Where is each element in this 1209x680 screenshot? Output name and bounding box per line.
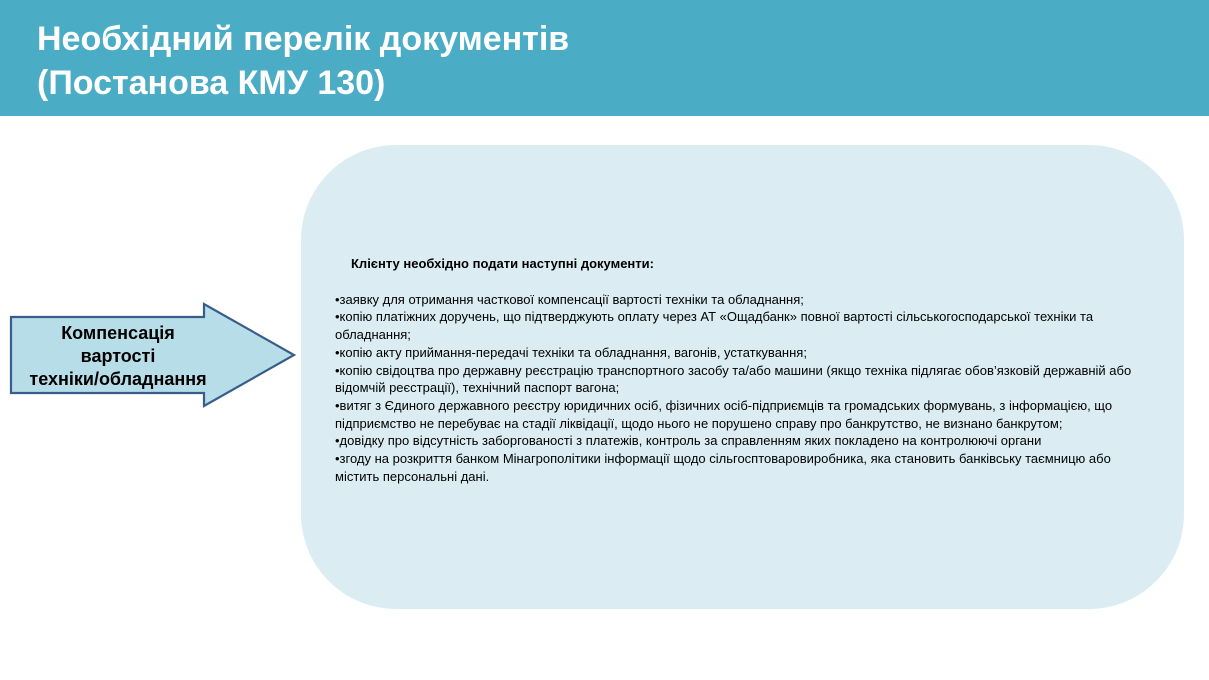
document-item-acceptance-act: •копію акту приймання-передачі техніки та обладнання, вагонів, устаткування; (335, 344, 807, 360)
document-item-application: •заявку для отримання часткової компенсації вартості техніки та обладнання; (335, 291, 804, 307)
arrow-label-line-3: техніки/обладнання (29, 369, 207, 389)
documents-intro: Клієнту необхідно подати наступні документи: (351, 256, 654, 271)
arrow-label-line-1: Компенсація (61, 323, 175, 343)
page-title (37, 17, 569, 105)
page-title-line-1: Необхідний перелік документів (37, 20, 570, 58)
document-item-disclosure-consent: •згоду на розкриття банком Мінагрополітики інформації щодо сільгосптоваровиробника, яка становить банківську таємницю або містить персональні дані. (335, 451, 1111, 484)
documents-list (335, 291, 1150, 486)
document-item-payment-orders: •копію платіжних доручень, що підтверджують оплату через АТ «Ощадбанк» повної вартості сільськогосподарської техніки та обладнання; (335, 309, 1094, 343)
page-title-line-2: (Постанова КМУ 130) (37, 64, 386, 102)
arrow-label-line-2: вартості (80, 346, 156, 366)
documents-panel-content (335, 255, 1150, 485)
document-item-register-extract: •витяг з Єдиного державного реєстру юридичних осіб, фізичних осіб-підприємців та громадських формувань, з інформацією, що підприємство не перебуває на стадії ліквідації, щодо нього не порушено справу про банкрутство, не визнано банкрутом; (335, 397, 1113, 431)
arrow-label (12, 322, 224, 391)
document-item-registration-certificate: •копію свідоцтва про державну реєстрацію транспортного засобу та/або машини (якщо техніка підлягає обов’язковій державній або відомчій реєстрації), технічний паспорт вагона; (335, 362, 1132, 396)
document-item-no-debt-certificate: •довідку про відсутність заборгованості з платежів, контроль за справленням яких покладено на контролюючі органи (335, 433, 1042, 449)
